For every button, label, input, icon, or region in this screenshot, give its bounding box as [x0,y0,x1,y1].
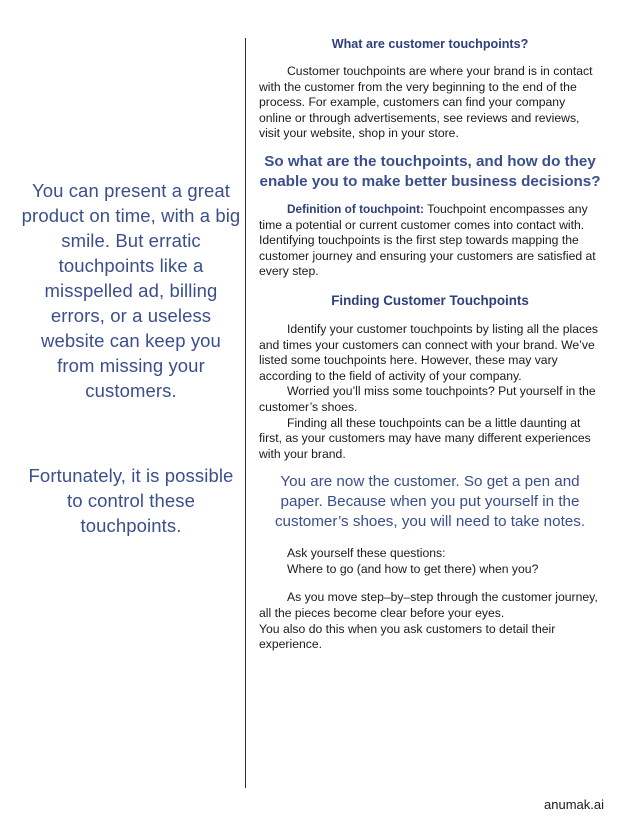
question-1: Where to go (and how to get there) when you? [287,561,539,576]
footer-brand: anumak.ai [544,797,604,812]
paragraph-identify: Identify your customer touchpoints by listing all the places and times your customers can connect with your brand. We’ve listed some touchpoints here. However, these may vary according to the field of activity of your company. [259,321,598,383]
paragraph-definition [259,202,601,280]
definition-text: Touchpoint encompasses any time a potential or current customer comes into contact with. Identifying touchpoints is the first step towards mapping the customer journey and ensuring your customers are satisfied at every step. [259,201,596,279]
sidebar-pull-quotes [20,178,242,538]
paragraph-worried: Worried you’ll miss some touchpoints? Put yourself in the customer’s shoes. [259,384,596,414]
paragraph-ask-customers: You also do this when you ask customers to detail their experience. [259,621,556,652]
questions-intro: Ask yourself these questions: [287,546,446,561]
paragraph-step-by-step: As you move step–by–step through the customer journey, all the pieces become clear before your eyes. [259,590,598,621]
article-pull-quote: You are now the customer. So get a pen and paper. Because when you put yourself in the customer’s shoes, you will need to take notes. [274,473,586,531]
pull-quote-1: You can present a great product on time, with a big smile. But erratic touchpoints like a misspelled ad, billing errors, or a useless website can keep you from missing your customers. [21,180,241,401]
paragraph-intro: Customer touchpoints are where your brand is in contact with the customer from the very beginning to the end of the process. For example, customers can find your company online or through advertisements, see reviews and reviews, visit your website, shop in your store. [259,64,593,141]
pull-quote-2: Fortunately, it is possible to control these touchpoints. [28,465,234,536]
heading-so-what-are-touchpoints: So what are the touchpoints, and how do they enable you to make better business decisions? [259,152,601,190]
paragraph-finding-all: Finding all these touchpoints can be a little daunting at first, as your customers may have many different experiences with your brand. [259,415,591,461]
definition-term: Definition of touchpoint: [287,201,424,216]
heading-finding-touchpoints: Finding Customer Touchpoints [331,292,529,308]
main-article [259,36,601,653]
column-divider [245,38,246,788]
heading-what-are-touchpoints: What are customer touchpoints? [331,37,529,51]
